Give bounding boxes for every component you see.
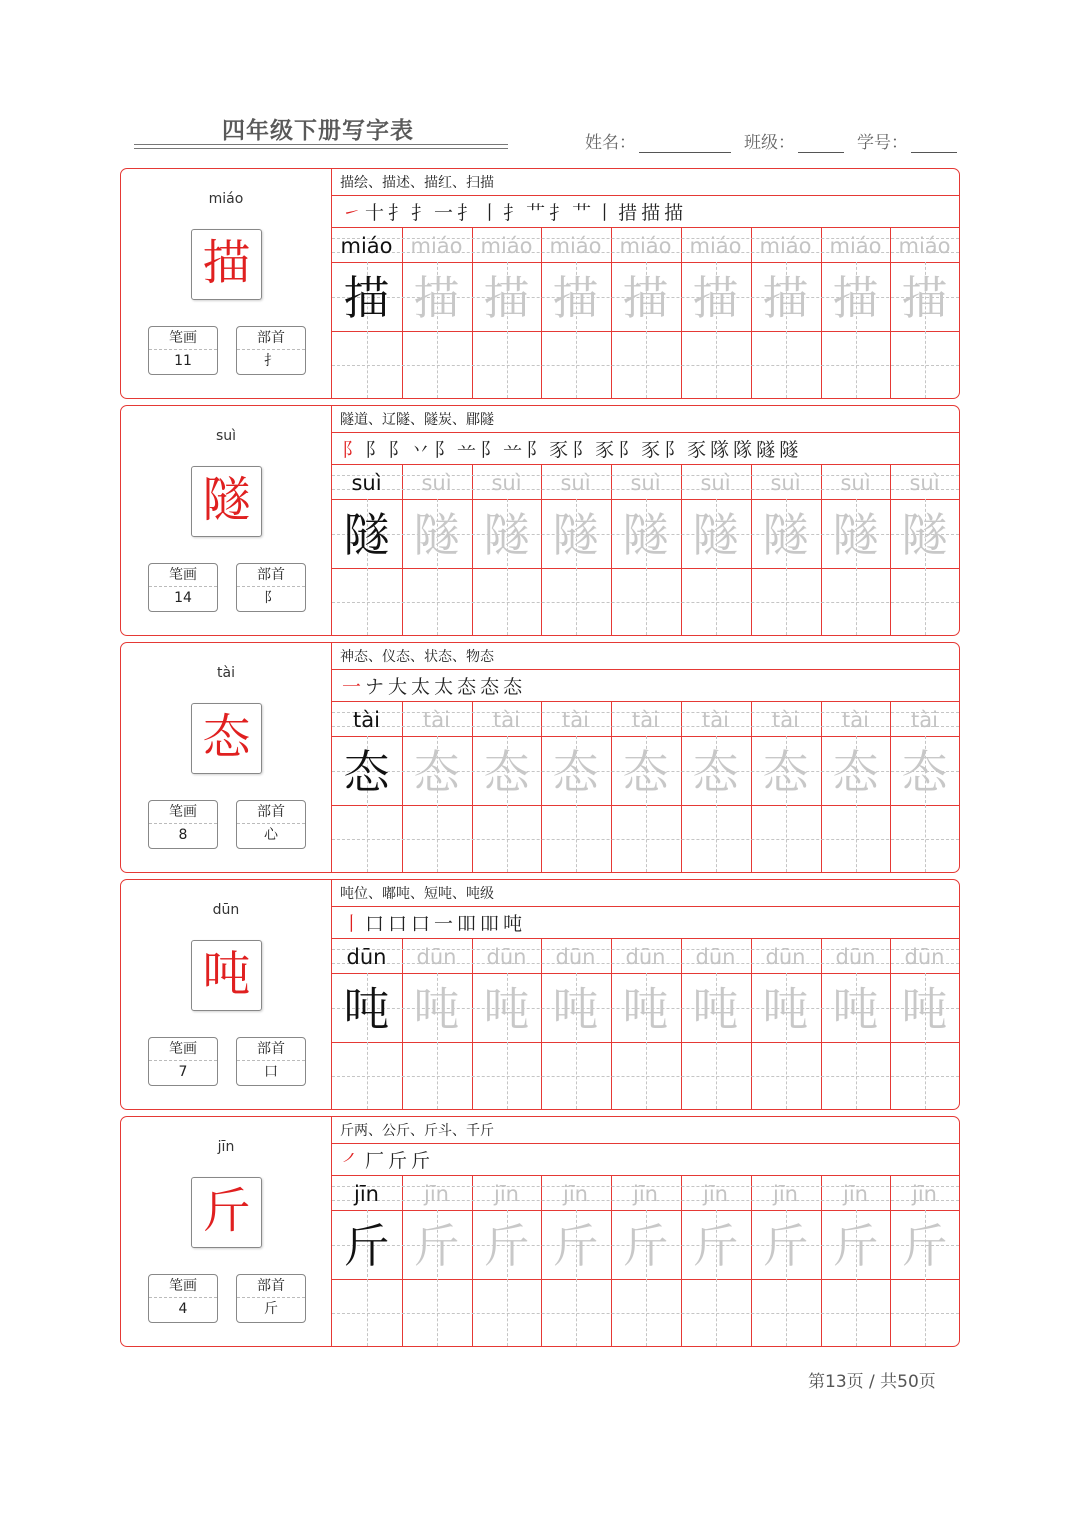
character-trace[interactable]: 吨 [762,982,809,1036]
pinyin-trace: dūn [695,945,736,969]
pinyin-trace: jīn [773,1182,798,1206]
stroke-step: 太 [434,676,458,698]
stroke-step: 隊 [710,439,734,461]
stroke-count-box [148,1037,218,1086]
grid-line [332,938,959,939]
pinyin-trace: miáo [829,234,882,258]
character-trace[interactable]: 态 [413,745,460,799]
character-trace[interactable]: 隧 [832,508,879,562]
pinyin-trace: dūn [416,945,457,969]
stroke-step: 丨 [342,913,366,935]
pinyin-trace: tài [562,708,589,732]
stroke-step: 阝䒑 [434,439,481,461]
character-trace[interactable]: 隧 [483,508,530,562]
title-underline [134,144,508,149]
pinyin-trace: suì [700,471,731,495]
stroke-step: 吅 [457,913,481,935]
student-number-field[interactable] [857,128,957,153]
grid-line [332,701,959,702]
grid-line [332,195,959,196]
word-examples: 描绘、描述、描红、扫描 [340,175,494,191]
radical-box [236,1274,306,1323]
stroke-step: 大 [388,676,412,698]
radical-box [236,326,306,375]
pinyin-trace: miáo [759,234,812,258]
character-trace[interactable]: 态 [832,745,879,799]
pinyin-trace: miáo [480,234,533,258]
stroke-step: ㇒ [342,1150,366,1172]
pinyin-trace: suì [560,471,591,495]
pinyin-trace: suì [840,471,871,495]
stroke-count-box [148,326,218,375]
character-trace[interactable]: 描 [901,271,948,325]
character-trace[interactable]: 描 [552,271,599,325]
pinyin-label: miáo [208,191,244,207]
radical-box [236,1037,306,1086]
pinyin-trace: tài [772,708,799,732]
stroke-step: 描 [664,202,688,224]
pinyin-trace: jīn [633,1182,658,1206]
character-trace[interactable]: 吨 [622,982,669,1036]
stroke-step: 十 [365,202,389,224]
stroke-count-value: 4 [178,1301,188,1317]
pinyin-trace: miáo [410,234,463,258]
character-model: 斤 [343,1219,390,1273]
radical-value: 阝 [264,590,278,606]
pinyin-trace: tài [702,708,729,732]
stroke-step: 隊 [733,439,757,461]
pinyin-label: tài [217,665,235,681]
radical-label: 部首 [237,801,305,824]
character-trace[interactable]: 隧 [692,508,739,562]
radical-label: 部首 [237,564,305,587]
stroke-step: 太 [411,676,435,698]
stroke-order [342,198,687,225]
stroke-step: 吨 [503,913,527,935]
pinyin-trace: dūn [904,945,945,969]
stroke-step: 吅 [480,913,504,935]
pinyin-trace: jīn [494,1182,519,1206]
pinyin-trace: dūn [555,945,596,969]
radical-label: 部首 [237,327,305,350]
stroke-step: 斤 [388,1150,412,1172]
pinyin-trace: jīn [843,1182,868,1206]
stroke-order [342,435,802,462]
pinyin-label: dūn [212,902,240,918]
character-trace[interactable]: 态 [552,745,599,799]
character-info-panel [121,406,332,635]
pinyin-trace: miáo [898,234,951,258]
radical-label: 部首 [237,1275,305,1298]
pinyin-trace: dūn [765,945,806,969]
stroke-step: 隧 [779,439,803,461]
stroke-order [342,672,526,699]
pinyin-trace: suì [909,471,940,495]
stroke-step: 扌丨 [457,202,504,224]
radical-label: 部首 [237,1038,305,1061]
stroke-count-value: 14 [174,590,192,606]
stroke-step: 阝豕 [572,439,619,461]
pinyin-trace: tài [423,708,450,732]
radical-value: 扌 [264,353,278,369]
grid-line [332,906,959,907]
character-model: 描 [343,271,390,325]
number-label: 学号： [857,133,908,153]
grid-line [332,669,959,670]
stroke-step: 口 [388,913,412,935]
stroke-step: 扌一 [411,202,458,224]
grid-line [332,464,959,465]
word-examples: 吨位、嘟吨、短吨、吨级 [340,886,494,902]
pinyin-trace: tài [911,708,938,732]
stroke-step: 态 [480,676,504,698]
character-trace[interactable]: 斤 [552,1219,599,1273]
stroke-step: ナ [365,676,389,698]
character-trace[interactable]: 吨 [413,982,460,1036]
character-card [120,879,960,1110]
stroke-step: 扌艹丨 [549,202,619,224]
big-character: 隧 [191,466,262,537]
pinyin-trace: dūn [625,945,666,969]
character-trace[interactable]: 描 [622,271,669,325]
radical-value: 心 [264,827,278,843]
character-trace[interactable]: 斤 [413,1219,460,1273]
pinyin-trace: miáo [549,234,602,258]
practice-grid [332,1117,959,1346]
pinyin-label: suì [215,428,237,444]
stroke-step: 扌 [388,202,412,224]
worksheet-title: 四年级下册写字表 [222,118,414,144]
grid-line [332,1175,959,1176]
stroke-step: 扌艹 [503,202,550,224]
character-trace[interactable]: 描 [413,271,460,325]
pinyin-trace: tài [632,708,659,732]
stroke-count-box [148,800,218,849]
blank-writing-row[interactable] [332,1043,959,1109]
stroke-count-box [148,563,218,612]
pinyin-trace: suì [421,471,452,495]
stroke-step: 阝豕 [664,439,711,461]
radical-box [236,800,306,849]
pinyin-trace: jīn [424,1182,449,1206]
character-trace[interactable]: 吨 [692,982,739,1036]
number-blank[interactable] [911,134,957,153]
character-trace[interactable]: 吨 [901,982,948,1036]
character-trace[interactable]: 斤 [692,1219,739,1273]
character-card [120,1116,960,1347]
stroke-step: 措 [618,202,642,224]
character-trace[interactable]: 态 [483,745,530,799]
character-trace[interactable]: 隧 [901,508,948,562]
character-info-panel [121,1117,332,1346]
stroke-count-label: 笔画 [149,327,217,350]
character-trace[interactable]: 态 [762,745,809,799]
blank-writing-row[interactable] [332,569,959,635]
practice-grid [332,169,959,398]
character-info-panel [121,880,332,1109]
pinyin-model: dūn [346,945,387,969]
character-model: 隧 [343,508,390,562]
pinyin-trace: dūn [835,945,876,969]
radical-value: 斤 [264,1301,278,1317]
grid-line [332,432,959,433]
big-character: 描 [191,229,262,300]
pinyin-trace: tài [493,708,520,732]
stroke-step: 口一 [411,913,458,935]
stroke-step: 隧 [756,439,780,461]
character-trace[interactable]: 描 [832,271,879,325]
stroke-step: 一 [342,676,366,698]
radical-value: 口 [264,1064,278,1080]
stroke-count-label: 笔画 [149,564,217,587]
name-field[interactable] [585,128,731,153]
character-trace[interactable]: 斤 [622,1219,669,1273]
big-character: 吨 [191,940,262,1011]
big-character: 态 [191,703,262,774]
grid-line [332,227,959,228]
stroke-count-label: 笔画 [149,1275,217,1298]
character-card [120,168,960,399]
name-label: 姓名： [585,133,636,153]
stroke-step: 描 [641,202,665,224]
pinyin-trace: suì [630,471,661,495]
blank-writing-row[interactable] [332,332,959,398]
character-trace[interactable]: 隧 [413,508,460,562]
character-trace[interactable]: 斤 [901,1219,948,1273]
stroke-step: 态 [503,676,527,698]
big-character: 斤 [191,1177,262,1248]
character-trace[interactable]: 吨 [552,982,599,1036]
character-trace[interactable]: 态 [692,745,739,799]
stroke-count-label: 笔画 [149,801,217,824]
character-card [120,642,960,873]
stroke-step: 阝䒑 [480,439,527,461]
pinyin-trace: jīn [563,1182,588,1206]
pinyin-trace: jīn [703,1182,728,1206]
stroke-step: 厂 [365,1150,389,1172]
pinyin-label: jīn [217,1139,235,1155]
pinyin-trace: suì [491,471,522,495]
character-trace[interactable]: 隧 [622,508,669,562]
pinyin-model: jīn [354,1182,379,1206]
name-blank[interactable] [639,134,731,153]
character-trace[interactable]: 态 [901,745,948,799]
character-trace[interactable]: 隧 [762,508,809,562]
pinyin-trace: tài [842,708,869,732]
character-card [120,405,960,636]
stroke-step: 口 [365,913,389,935]
practice-grid [332,880,959,1109]
character-trace[interactable]: 描 [762,271,809,325]
class-blank[interactable] [798,134,844,153]
character-info-panel [121,643,332,872]
pinyin-trace: miáo [689,234,742,258]
word-examples: 神态、仪态、状态、物态 [340,649,494,665]
stroke-step: 态 [457,676,481,698]
pinyin-trace: dūn [486,945,527,969]
page-number: 第13页 / 共50页 [808,1372,936,1392]
stroke-step: ㇀ [342,202,366,224]
practice-grid [332,406,959,635]
blank-writing-row[interactable] [332,1280,959,1346]
word-examples: 斤两、公斤、斤斗、千斤 [340,1123,494,1139]
character-trace[interactable]: 隧 [552,508,599,562]
character-model: 吨 [343,982,390,1036]
pinyin-trace: jīn [912,1182,937,1206]
stroke-step: 斤 [411,1150,435,1172]
stroke-count-value: 7 [178,1064,188,1080]
stroke-step: 阝丷 [388,439,435,461]
stroke-count-label: 笔画 [149,1038,217,1061]
stroke-order [342,1146,434,1173]
character-trace[interactable]: 斤 [762,1219,809,1273]
character-trace[interactable]: 吨 [483,982,530,1036]
stroke-step: 阝豕 [618,439,665,461]
pinyin-trace: suì [770,471,801,495]
character-trace[interactable]: 态 [622,745,669,799]
character-trace[interactable]: 吨 [832,982,879,1036]
character-trace[interactable]: 描 [692,271,739,325]
stroke-step: 阝豕 [526,439,573,461]
class-field[interactable] [744,128,844,153]
grid-line [332,1143,959,1144]
word-examples: 隧道、辽隧、隧炭、郿隧 [340,412,494,428]
pinyin-model: miáo [340,234,393,258]
blank-writing-row[interactable] [332,806,959,872]
stroke-count-value: 11 [174,353,192,369]
pinyin-model: suì [351,471,382,495]
character-info-panel [121,169,332,398]
stroke-order [342,909,526,936]
stroke-count-value: 8 [178,827,188,843]
character-trace[interactable]: 描 [483,271,530,325]
pinyin-model: tài [353,708,380,732]
practice-grid [332,643,959,872]
stroke-step: 阝 [342,439,366,461]
character-trace[interactable]: 斤 [483,1219,530,1273]
radical-box [236,563,306,612]
character-model: 态 [343,745,390,799]
stroke-step: 阝 [365,439,389,461]
character-trace[interactable]: 斤 [832,1219,879,1273]
stroke-count-box [148,1274,218,1323]
class-label: 班级： [744,133,795,153]
pinyin-trace: miáo [619,234,672,258]
